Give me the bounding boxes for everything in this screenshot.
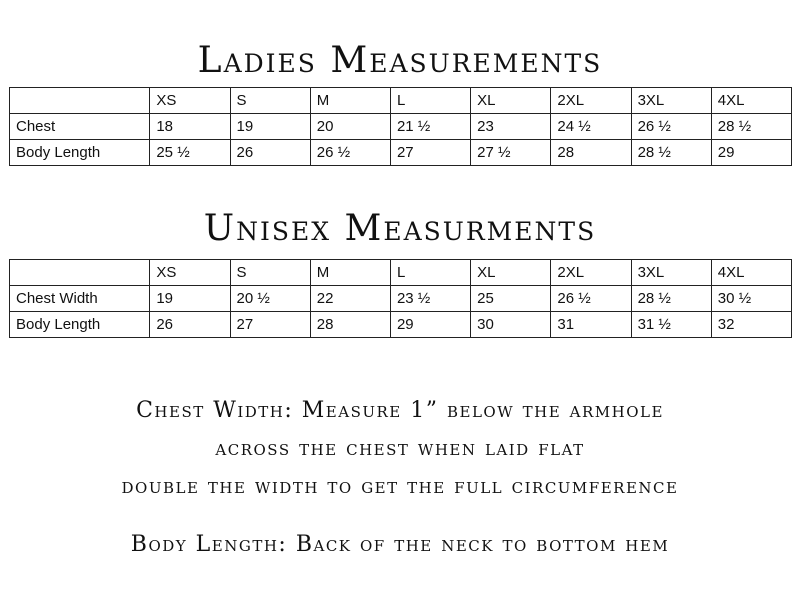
table-cell: 18 xyxy=(150,114,230,140)
header-cell xyxy=(10,88,150,114)
table-cell: 28 ½ xyxy=(631,286,711,312)
body-length-instruction: Body Length: Back of the neck to bottom hem xyxy=(130,532,670,557)
table-cell: 25 xyxy=(471,286,551,312)
table-cell: 29 xyxy=(711,140,791,166)
chest-width-instruction-line-3: double the width to get the full circumference xyxy=(121,474,679,499)
table-cell: 27 xyxy=(390,140,470,166)
table-cell: 28 xyxy=(310,312,390,338)
header-cell: XL xyxy=(471,260,551,286)
header-cell: 3XL xyxy=(631,260,711,286)
header-cell: M xyxy=(310,88,390,114)
table-cell: 19 xyxy=(230,114,310,140)
table-cell: 31 xyxy=(551,312,631,338)
table-row xyxy=(10,286,792,312)
table-cell: 31 ½ xyxy=(631,312,711,338)
chest-width-instruction-line-2: across the chest when laid flat xyxy=(215,436,585,461)
table-cell: 22 xyxy=(310,286,390,312)
unisex-measurements-title: Unisex Measurments xyxy=(203,208,597,249)
table-header-row xyxy=(10,88,792,114)
header-cell: 4XL xyxy=(711,88,791,114)
header-cell: L xyxy=(390,260,470,286)
row-label-cell: Chest xyxy=(10,114,150,140)
header-cell: L xyxy=(390,88,470,114)
header-cell: S xyxy=(230,88,310,114)
table-cell: 28 xyxy=(551,140,631,166)
table-row xyxy=(10,114,792,140)
header-cell: XS xyxy=(150,260,230,286)
table-header-row xyxy=(10,260,792,286)
table-cell: 23 xyxy=(471,114,551,140)
header-cell: 3XL xyxy=(631,88,711,114)
table-cell: 30 xyxy=(471,312,551,338)
table-cell: 21 ½ xyxy=(390,114,470,140)
header-cell xyxy=(10,260,150,286)
row-label-cell: Chest Width xyxy=(10,286,150,312)
header-cell: 2XL xyxy=(551,88,631,114)
table-cell: 30 ½ xyxy=(711,286,791,312)
ladies-measurements-title: Ladies Measurements xyxy=(197,40,603,81)
table-cell: 32 xyxy=(711,312,791,338)
chest-width-instruction: Chest Width: Measure 1” below the armhole xyxy=(136,398,664,423)
table-cell: 26 xyxy=(230,140,310,166)
table-cell: 26 ½ xyxy=(551,286,631,312)
table-cell: 26 ½ xyxy=(631,114,711,140)
table-cell: 29 xyxy=(390,312,470,338)
table-cell: 26 xyxy=(150,312,230,338)
table-cell: 23 ½ xyxy=(390,286,470,312)
table-cell: 20 xyxy=(310,114,390,140)
table-row xyxy=(10,140,792,166)
table-row xyxy=(10,312,792,338)
header-cell: XL xyxy=(471,88,551,114)
table-cell: 27 ½ xyxy=(471,140,551,166)
table-cell: 28 ½ xyxy=(631,140,711,166)
ladies-size-table xyxy=(9,87,792,166)
table-cell: 27 xyxy=(230,312,310,338)
table-cell: 20 ½ xyxy=(230,286,310,312)
row-label-cell: Body Length xyxy=(10,312,150,338)
header-cell: S xyxy=(230,260,310,286)
header-cell: 4XL xyxy=(711,260,791,286)
table-cell: 26 ½ xyxy=(310,140,390,166)
table-cell: 25 ½ xyxy=(150,140,230,166)
row-label-cell: Body Length xyxy=(10,140,150,166)
header-cell: M xyxy=(310,260,390,286)
table-cell: 24 ½ xyxy=(551,114,631,140)
header-cell: XS xyxy=(150,88,230,114)
header-cell: 2XL xyxy=(551,260,631,286)
table-cell: 19 xyxy=(150,286,230,312)
unisex-size-table xyxy=(9,259,792,338)
table-cell: 28 ½ xyxy=(711,114,791,140)
